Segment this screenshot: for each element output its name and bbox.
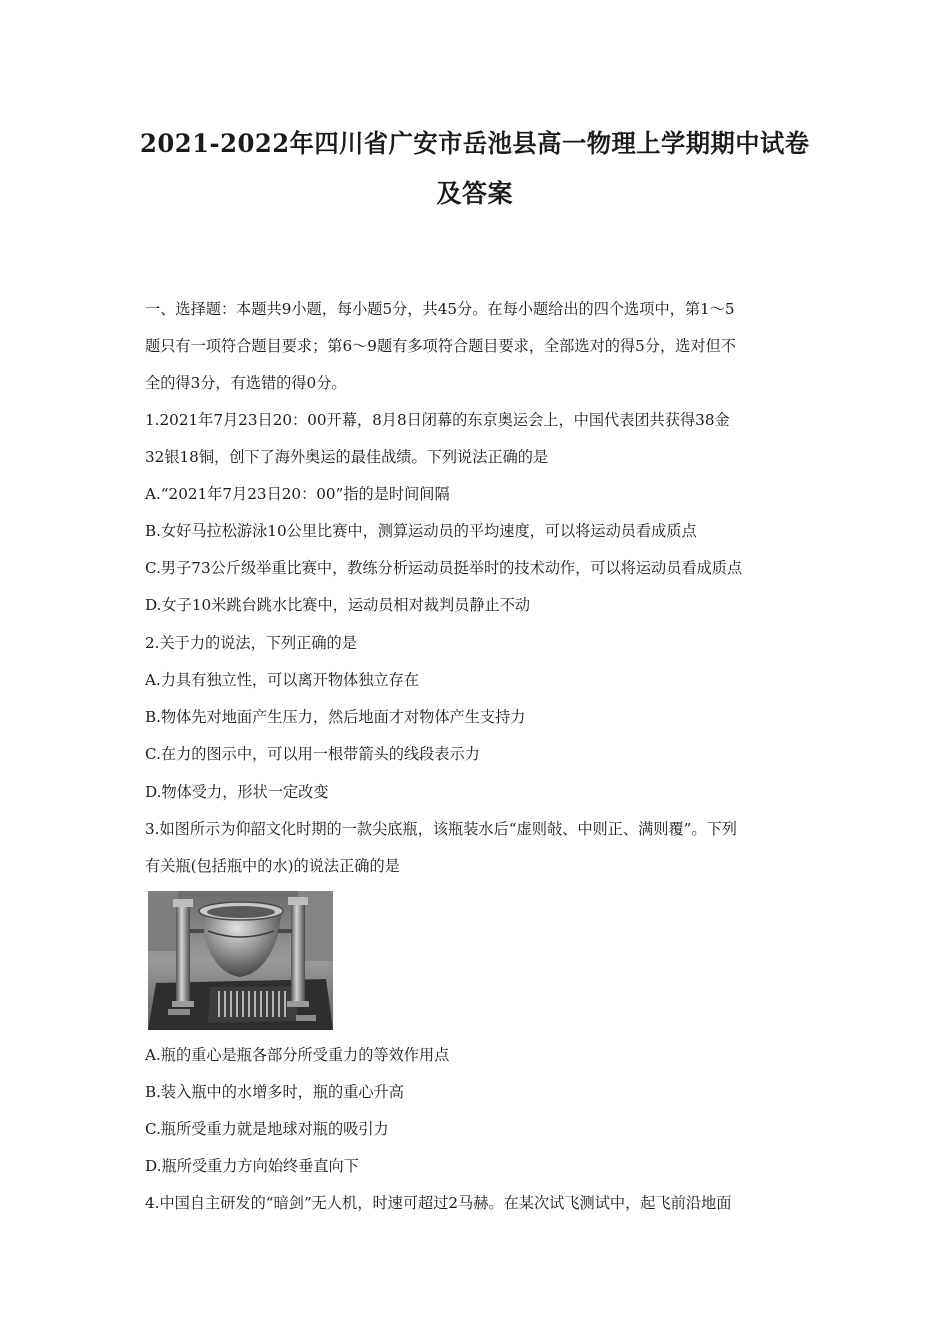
q1-stem-line-2: 32银18铜，创下了海外奥运的最佳战绩。下列说法正确的是 [145, 448, 549, 466]
q3-stem-line-1: 3.如图所示为仰韶文化时期的一款尖底瓶，该瓶装水后“虚则敧、中则正、满则覆”。下列 [145, 820, 737, 838]
q3-option-d: D.瓶所受重力方向始终垂直向下 [145, 1157, 359, 1175]
q3-option-c: C.瓶所受重力就是地球对瓶的吸引力 [145, 1120, 389, 1138]
section-instruction-line-2: 题只有一项符合题目要求；第6～9题有多项符合题目要求，全部选对的得5分，选对但不 [145, 337, 736, 355]
q1-option-a: A.“2021年7月23日20：00”指的是时间间隔 [145, 485, 450, 503]
page-title-line-1: 2021-2022年四川省广安市岳池县高一物理上学期期中试卷 [140, 129, 810, 158]
q3-option-b: B.装入瓶中的水增多时，瓶的重心升高 [145, 1083, 404, 1101]
page-title-line-2: 及答案 [436, 179, 514, 208]
q1-option-b: B.女好马拉松游泳10公里比赛中，测算运动员的平均速度，可以将运动员看成质点 [145, 522, 697, 540]
q1-option-c: C.男子73公斤级举重比赛中，教练分析运动员挺举时的技术动作，可以将运动员看成质点 [145, 559, 743, 577]
q2-stem: 2.关于力的说法，下列正确的是 [145, 634, 357, 652]
q3-option-a: A.瓶的重心是瓶各部分所受重力的等效作用点 [145, 1046, 450, 1064]
q2-option-c: C.在力的图示中，可以用一根带箭头的线段表示力 [145, 745, 480, 763]
section-instruction-line-3: 全的得3分，有选错的得0分。 [145, 374, 347, 392]
q3-stem-line-2: 有关瓶(包括瓶中的水)的说法正确的是 [145, 857, 400, 875]
q1-option-d: D.女子10米跳台跳水比赛中，运动员相对裁判员静止不动 [145, 596, 531, 614]
section-instruction-line-1: 一、选择题：本题共9小题，每小题5分，共45分。在每小题给出的四个选项中，第1～5 [145, 300, 735, 318]
q4-stem-line-1: 4.中国自主研发的“暗剑”无人机，时速可超过2马赫。在某次试飞测试中，起飞前沿地面 [145, 1194, 732, 1212]
q2-option-b: B.物体先对地面产生压力，然后地面才对物体产生支持力 [145, 708, 526, 726]
q1-stem-line-1: 1.2021年7月23日20：00开幕，8月8日闭幕的东京奥运会上，中国代表团共获得38金 [145, 411, 730, 429]
pointed-bottle-photo [148, 891, 333, 1030]
q2-option-a: A.力具有独立性，可以离开物体独立存在 [145, 671, 419, 689]
q2-option-d: D.物体受力，形状一定改变 [145, 783, 329, 801]
